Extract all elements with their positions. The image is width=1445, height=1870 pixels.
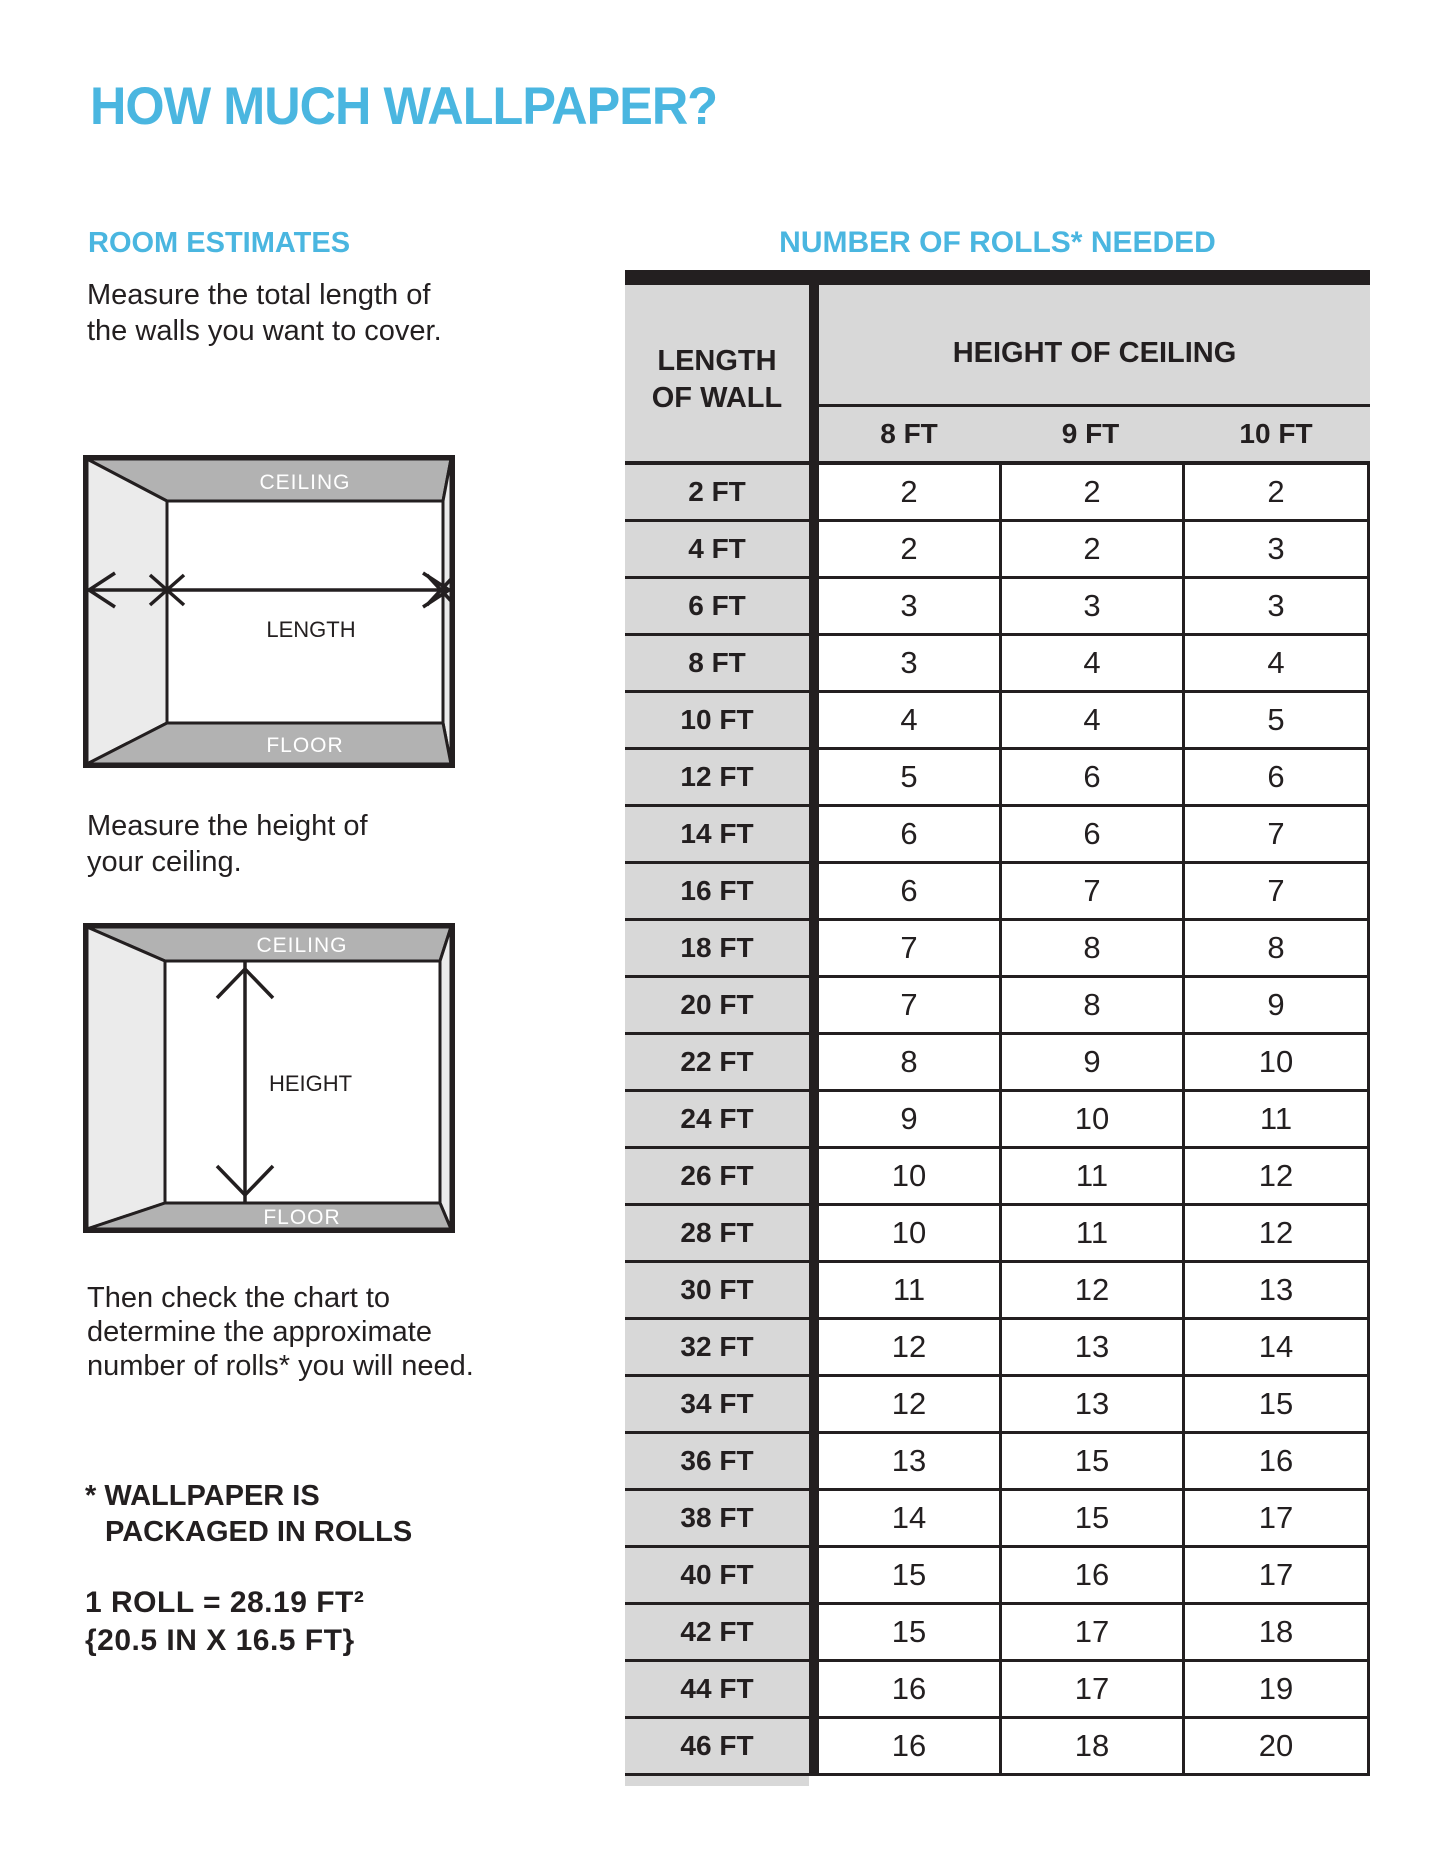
instruction-line: Measure the height of <box>87 810 368 842</box>
cell-value: 11 <box>809 1263 999 1320</box>
length-of-wall-line: OF WALL <box>651 382 783 414</box>
cell-value: 6 <box>809 864 999 921</box>
roll-area-line: 1 ROLL = 28.19 FT² <box>85 1586 365 1619</box>
cell-value: 15 <box>809 1605 999 1662</box>
cell-value: 7 <box>809 978 999 1035</box>
cell-value: 13 <box>809 1434 999 1491</box>
cell-value: 17 <box>1182 1548 1370 1605</box>
left-wall <box>87 459 167 764</box>
height-of-ceiling-header: HEIGHT OF CEILING <box>819 285 1370 407</box>
table-row <box>625 978 1370 1035</box>
cell-value: 17 <box>999 1662 1182 1719</box>
table-row <box>625 1491 1370 1548</box>
cell-value: 12 <box>1182 1206 1370 1263</box>
cell-value: 7 <box>1182 807 1370 864</box>
rolls-table <box>625 270 1370 1776</box>
cell-value: 10 <box>1182 1035 1370 1092</box>
cell-value: 7 <box>1182 864 1370 921</box>
cell-value: 2 <box>999 522 1182 579</box>
cell-value: 4 <box>809 693 999 750</box>
cell-value: 2 <box>1182 465 1370 522</box>
cell-value: 3 <box>1182 579 1370 636</box>
table-row <box>625 1263 1370 1320</box>
cell-value: 12 <box>809 1320 999 1377</box>
table-row <box>625 1548 1370 1605</box>
table-row <box>625 1092 1370 1149</box>
cell-value: 8 <box>999 978 1182 1035</box>
row-label: 44 FT <box>625 1662 809 1719</box>
row-label: 46 FT <box>625 1719 809 1776</box>
table-row <box>625 1377 1370 1434</box>
cell-value: 18 <box>999 1719 1182 1776</box>
instruction-line: number of rolls* you will need. <box>87 1350 474 1382</box>
table-row <box>625 465 1370 522</box>
instruction-line: the walls you want to cover. <box>87 315 442 347</box>
cell-value: 9 <box>809 1092 999 1149</box>
instruction-line: determine the approximate <box>87 1316 432 1348</box>
cell-value: 17 <box>1182 1491 1370 1548</box>
cell-value: 14 <box>1182 1320 1370 1377</box>
right-wall <box>440 927 451 1229</box>
cell-value: 15 <box>999 1434 1182 1491</box>
length-label: LENGTH <box>266 617 356 642</box>
cell-value: 3 <box>999 579 1182 636</box>
row-label: 36 FT <box>625 1434 809 1491</box>
row-label: 8 FT <box>625 636 809 693</box>
cell-value: 5 <box>809 750 999 807</box>
table-row <box>625 750 1370 807</box>
cell-value: 7 <box>809 921 999 978</box>
room-estimates-heading: ROOM ESTIMATES <box>88 227 351 259</box>
cell-value: 17 <box>999 1605 1182 1662</box>
cell-value: 4 <box>999 636 1182 693</box>
instruction-line: Measure the total length of <box>87 279 431 311</box>
page-title: HOW MUCH WALLPAPER? <box>90 77 718 136</box>
table-row <box>625 1662 1370 1719</box>
table-row <box>625 522 1370 579</box>
row-label: 20 FT <box>625 978 809 1035</box>
cell-value: 15 <box>999 1491 1182 1548</box>
cell-value: 11 <box>999 1149 1182 1206</box>
cell-value: 8 <box>809 1035 999 1092</box>
cell-value: 19 <box>1182 1662 1370 1719</box>
column-header-9ft: 9 FT <box>1061 418 1120 449</box>
row-label: 10 FT <box>625 693 809 750</box>
cell-value: 6 <box>999 807 1182 864</box>
cell-value: 16 <box>1182 1434 1370 1491</box>
floor-label: FLOOR <box>263 1206 341 1229</box>
length-of-wall-header <box>625 285 809 465</box>
table-row <box>625 1035 1370 1092</box>
row-label: 24 FT <box>625 1092 809 1149</box>
cell-value: 12 <box>809 1377 999 1434</box>
footnote-line: * WALLPAPER IS <box>85 1480 320 1512</box>
measure-height-instruction <box>87 808 368 880</box>
cell-value: 11 <box>999 1206 1182 1263</box>
instruction-line: your ceiling. <box>87 846 242 878</box>
cell-value: 16 <box>809 1719 999 1776</box>
ceiling-height-columns <box>819 407 1370 465</box>
cell-value: 2 <box>999 465 1182 522</box>
row-label: 12 FT <box>625 750 809 807</box>
row-label: 40 FT <box>625 1548 809 1605</box>
row-label: 14 FT <box>625 807 809 864</box>
table-row <box>625 1206 1370 1263</box>
table-row <box>625 579 1370 636</box>
cell-value: 8 <box>999 921 1182 978</box>
cell-value: 2 <box>809 522 999 579</box>
table-row <box>625 693 1370 750</box>
rolls-needed-heading: NUMBER OF ROLLS* NEEDED <box>779 226 1216 259</box>
cell-value: 2 <box>809 465 999 522</box>
cell-value: 10 <box>999 1092 1182 1149</box>
ceiling-label: CEILING <box>259 471 351 494</box>
row-label: 32 FT <box>625 1320 809 1377</box>
row-label: 38 FT <box>625 1491 809 1548</box>
cell-value: 4 <box>1182 636 1370 693</box>
cell-value: 6 <box>1182 750 1370 807</box>
table-row <box>625 1605 1370 1662</box>
row-label: 26 FT <box>625 1149 809 1206</box>
rolls-table-rows <box>625 465 1370 1776</box>
ceiling-label: CEILING <box>256 934 348 957</box>
cell-value: 16 <box>809 1662 999 1719</box>
table-row <box>625 1320 1370 1377</box>
ceiling-header-group <box>809 285 1370 465</box>
column-header-8ft: 8 FT <box>880 418 938 449</box>
table-row <box>625 1719 1370 1776</box>
row-label: 28 FT <box>625 1206 809 1263</box>
cell-value: 3 <box>1182 522 1370 579</box>
table-row <box>625 1149 1370 1206</box>
back-wall <box>167 501 443 723</box>
cell-value: 12 <box>1182 1149 1370 1206</box>
cell-value: 3 <box>809 579 999 636</box>
cell-value: 18 <box>1182 1605 1370 1662</box>
label-column-tail <box>625 1776 809 1786</box>
measure-length-instruction <box>87 277 442 349</box>
cell-value: 13 <box>999 1320 1182 1377</box>
ceiling-height-diagram <box>83 923 455 1233</box>
cell-value: 3 <box>809 636 999 693</box>
cell-value: 5 <box>1182 693 1370 750</box>
floor-label: FLOOR <box>266 734 344 757</box>
cell-value: 15 <box>1182 1377 1370 1434</box>
cell-value: 6 <box>999 750 1182 807</box>
cell-value: 16 <box>999 1548 1182 1605</box>
roll-size-info <box>85 1584 364 1660</box>
cell-value: 9 <box>999 1035 1182 1092</box>
table-header <box>625 285 1370 465</box>
cell-value: 13 <box>999 1377 1182 1434</box>
height-label: HEIGHT <box>269 1071 353 1096</box>
table-row <box>625 921 1370 978</box>
row-label: 42 FT <box>625 1605 809 1662</box>
cell-value: 20 <box>1182 1719 1370 1776</box>
row-label: 6 FT <box>625 579 809 636</box>
cell-value: 11 <box>1182 1092 1370 1149</box>
instruction-line: Then check the chart to <box>87 1282 391 1314</box>
cell-value: 15 <box>809 1548 999 1605</box>
table-top-bar <box>625 270 1370 285</box>
cell-value: 9 <box>1182 978 1370 1035</box>
row-label: 18 FT <box>625 921 809 978</box>
row-label: 22 FT <box>625 1035 809 1092</box>
column-header-10ft: 10 FT <box>1239 418 1313 449</box>
check-chart-instruction <box>87 1281 474 1383</box>
row-label: 30 FT <box>625 1263 809 1320</box>
cell-value: 7 <box>999 864 1182 921</box>
roll-dimensions-line: {20.5 IN X 16.5 FT} <box>85 1624 355 1657</box>
table-row <box>625 807 1370 864</box>
cell-value: 10 <box>809 1149 999 1206</box>
length-of-wall-line: LENGTH <box>657 345 777 377</box>
cell-value: 14 <box>809 1491 999 1548</box>
footnote-line: PACKAGED IN ROLLS <box>105 1516 413 1548</box>
table-row <box>625 636 1370 693</box>
cell-value: 12 <box>999 1263 1182 1320</box>
row-label: 34 FT <box>625 1377 809 1434</box>
row-label: 16 FT <box>625 864 809 921</box>
cell-value: 10 <box>809 1206 999 1263</box>
cell-value: 4 <box>999 693 1182 750</box>
row-label: 4 FT <box>625 522 809 579</box>
cell-value: 8 <box>1182 921 1370 978</box>
table-row <box>625 1434 1370 1491</box>
cell-value: 6 <box>809 807 999 864</box>
table-row <box>625 864 1370 921</box>
rolls-footnote <box>85 1478 412 1550</box>
left-wall <box>87 927 165 1229</box>
row-label: 2 FT <box>625 465 809 522</box>
cell-value: 13 <box>1182 1263 1370 1320</box>
room-length-diagram <box>83 455 455 768</box>
